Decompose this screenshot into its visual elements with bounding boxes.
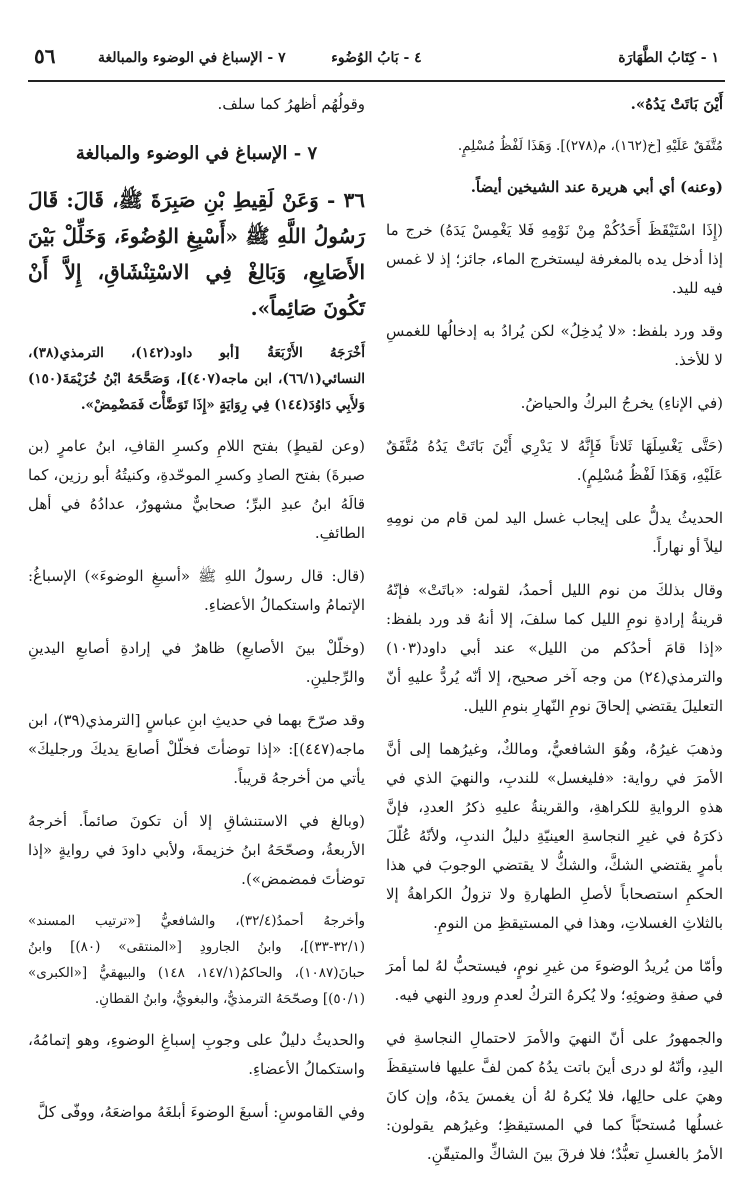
commentary-paragraph: وقولُهُم أظهرُ كما سلف. <box>217 95 365 113</box>
takhrij-line: أَخْرَجَهُ الأَرْبَعَةُ [أبو داود(١٤٢)، الترمذي(٣٨)، النسائي(٦٦/١)، ابن ماجه(٤٠٧)]، وَصَحَّحَهُ ابْنُ خُزَيْمَةَ(١٥٠) وَلأَبِي دَاوُدَ(١٤٤) فِي رِوَايَةٍ «إِذَا تَوَضَّأْتَ فَمَضْمِضْ». <box>28 345 365 413</box>
page-header <box>28 38 725 84</box>
commentary-paragraph: (وخلّلْ بينَ الأصابعِ) ظاهرٌ في إرادةِ أصابعِ اليدينِ والرِّجلينِ. <box>28 639 365 686</box>
commentary-paragraph: وقال بذلكَ من نوم الليل أحمدُ، لقوله: «باتَتْ» فإنّهُ قرينةُ إرادةِ نومِ الليل كما سلفَ، إلا أنهُ قد ورد بلفظ: «إذا قامَ أحدُكم من الليل» عند أبي داود(١٠٣) والترمذي(٢٤) من وجه آخر صحيح، إلا أنّه يُردُّ عليهِ أنّ التعليلَ يقتضي إلحاقَ نومِ النّهارِ بنومِ الليل. <box>386 581 723 715</box>
section-heading: ٧ - الإسباغ في الوضوء والمبالغة <box>75 143 318 164</box>
commentary-paragraph: (إِذَا اسْتَيْقَظَ أَحَدُكُمْ مِنْ نَوْمِهِ فَلا يَغْمِسْ يَدَهُ) خرج ما إذا أدخل يده بالمغرفة ليستخرج الماء، جائز؛ إذ لا غمس فيه لليد. <box>386 221 723 297</box>
header-rule <box>28 80 725 82</box>
commentary-paragraph: وقد ورد بلفظ: «لا يُدخِلُ» لكن يُرادُ به إدخالُها للغمسِ لا للأخذ. <box>386 322 723 369</box>
hadith-text: ٣٦ - وَعَنْ لَقِيطِ بْنِ صَبِرَةَ ﷺ، قَالَ: قَالَ رَسُولُ اللَّهِ ﷺ «أَسْبِغِ الوُضُوءَ، وَخَلِّلْ بَيْنَ الأَصَابِعِ، وَبَالِغْ فِي الاسْتِنْشَاقِ، إِلاَّ أَنْ تَكُونَ صَائِماً». <box>28 188 365 320</box>
commentary-paragraph: وذهبَ غيرُهُ، وهُوَ الشافعيُّ، ومالكٌ، وغيرُهما إلى أنَّ الأمرَ في رواية: «فليغسل» للندبِ، والنهيَ الذي في هذهِ الروايةِ للكراهةِ، والقرينةُ عليهِ ذكرُ العددِ، فإنَّ ذكرَهُ في غيرِ النجاسةِ العينيّةِ دليلُ الندبِ، ولأنّهُ عُلّلَ بأمرٍ يقتضي الشكَّ، والشكُّ لا يقتضي الوجوبَ في هذا الحكمِ استصحاباً لأصلِ الطهارةِ ولا تزولُ الكراهةُ إلا بالثلاثِ الغسلاتِ، وهذا في المستيقظِ من النومِ. <box>386 740 723 932</box>
commentary-paragraph: والجمهورُ على أنّ النهيَ والأمرَ لاحتمالِ النجاسةِ في اليدِ، وأنّهُ لو درى أينَ باتت يدُهُ كمن لفَّ عليها فاستيقظَ وهيَ على حالِها، فلا يُكرهُ لهُ أن يغمسَ يدَهُ، وإن كانَ غسلُها مُستحبّاً كما في المستيقظِ؛ وغيرُهم يقولون: الأمرُ بالغسلِ تعبُّدٌ؛ فلا فرقَ بينَ الشاكِّ والمتيقّنِ. <box>386 1029 723 1163</box>
left-column <box>28 90 365 1141</box>
commentary-paragraph: (وعن لقيطٍ) بفتح اللامِ وكسرِ القافِ، ابنُ عامرٍ (بن صبرةَ) بفتح الصادِ وكسرِ الموحّدةِ، وكنيتُهُ أبو رزين، كما قالَهُ ابنُ عبدِ البرِّ؛ صحابيٌّ مشهورٌ، عدادُهُ في أهل الطائفِ. <box>28 437 365 542</box>
commentary-paragraph: الحديثُ يدلُّ على إيجاب غسل اليد لمن قام من نومِهِ ليلاً أو نهاراً. <box>386 509 723 556</box>
header-section-title: ٧ - الإسباغ في الوضوء والمبالغة <box>98 50 286 66</box>
commentary-paragraph: والحديثُ دليلٌ على وجوبِ إسباغِ الوضوءِ، وهو إتمامُهُ، واستكمالُ الأعضاءِ. <box>28 1031 365 1078</box>
right-column <box>386 90 723 1183</box>
commentary-paragraph: (في الإناءِ) يخرجُ البركُ والحياضُ. <box>520 394 723 412</box>
commentary-paragraph: وأمّا من يُريدُ الوضوءَ من غيرِ نومٍ، فيستحبُّ لهُ لما أمرَ في صفةِ وضوئِهِ؛ ولا يُكرهُ التركُ لعدمِ ورودِ النهي فيه. <box>386 957 723 1004</box>
takhrij-line: مُتَّفَقٌ عَلَيْهِ [خ(١٦٢)، م(٢٧٨)]. وَهَذَا لَفْظُ مُسْلِمٍ. <box>457 138 723 154</box>
commentary-paragraph: وقد صرّحَ بهما في حديثِ ابنِ عباسٍ [الترمذي(٣٩)، ابن ماجه(٤٤٧)]: «إذا توضأتَ فخلّلْ أصابعَ يديكَ ورجليكَ» يأتي من أخرجهُ قريباً. <box>28 711 365 787</box>
commentary-paragraph: وأخرجهُ أحمدُ(٣٢/٤)، والشافعيُّ [«ترتيب المسند» (٣٢/١-٣٣)]، وابنُ الجارودِ [«المنتقى» (٨٠)] وابنُ حبانَ(١٠٨٧)، والحاكمُ(١٤٧/١، ١٤٨) والبيهقيُّ [«الكبرى» (٥٠/١)] وصحّحَهُ الترمذيُّ، والبغويُّ، وابنُ القطانِ. <box>28 913 365 1007</box>
commentary-paragraph: (حَتَّى يَغْسِلَهَا ثَلاثاً فَإِنَّهُ لا يَدْرِي أَيْنَ بَاتَتْ يَدُهُ مُتَّفَقٌ عَلَيْهِ، وَهَذَا لَفْظُ مُسْلِمٍ). <box>386 437 723 484</box>
header-chapter-title: ٤ - بَابُ الوُضُوء <box>331 50 422 66</box>
commentary-paragraph: (وعنه) أي أبي هريرة عند الشيخين أيضاً. <box>470 178 723 196</box>
commentary-paragraph: (قال: قال رسولُ اللهِ ﷺ «أسبغِ الوضوءَ») الإسباغُ: الإتمامُ واستكمالُ الأعضاءِ. <box>28 567 365 614</box>
header-book-title: ١ - كِتَابُ الطَّهَارَة <box>618 50 719 66</box>
hadith-ending: أَيْنَ بَاتَتْ يَدُهُ». <box>630 95 723 113</box>
commentary-paragraph: (وبالغ في الاستنشاقِ إلا أن تكونَ صائماً. أخرجهُ الأربعةُ، وصحّحَهُ ابنُ خزيمةَ، ولأبي داودَ في روايةٍ «إذا توضأتَ فمضمض»). <box>28 812 365 888</box>
commentary-paragraph: وفي القاموسِ: أسبغَ الوضوءَ أبلغَهُ مواضعَهُ، ووفّى كلَّ <box>37 1103 365 1121</box>
page-number: ٥٦ <box>34 44 56 68</box>
